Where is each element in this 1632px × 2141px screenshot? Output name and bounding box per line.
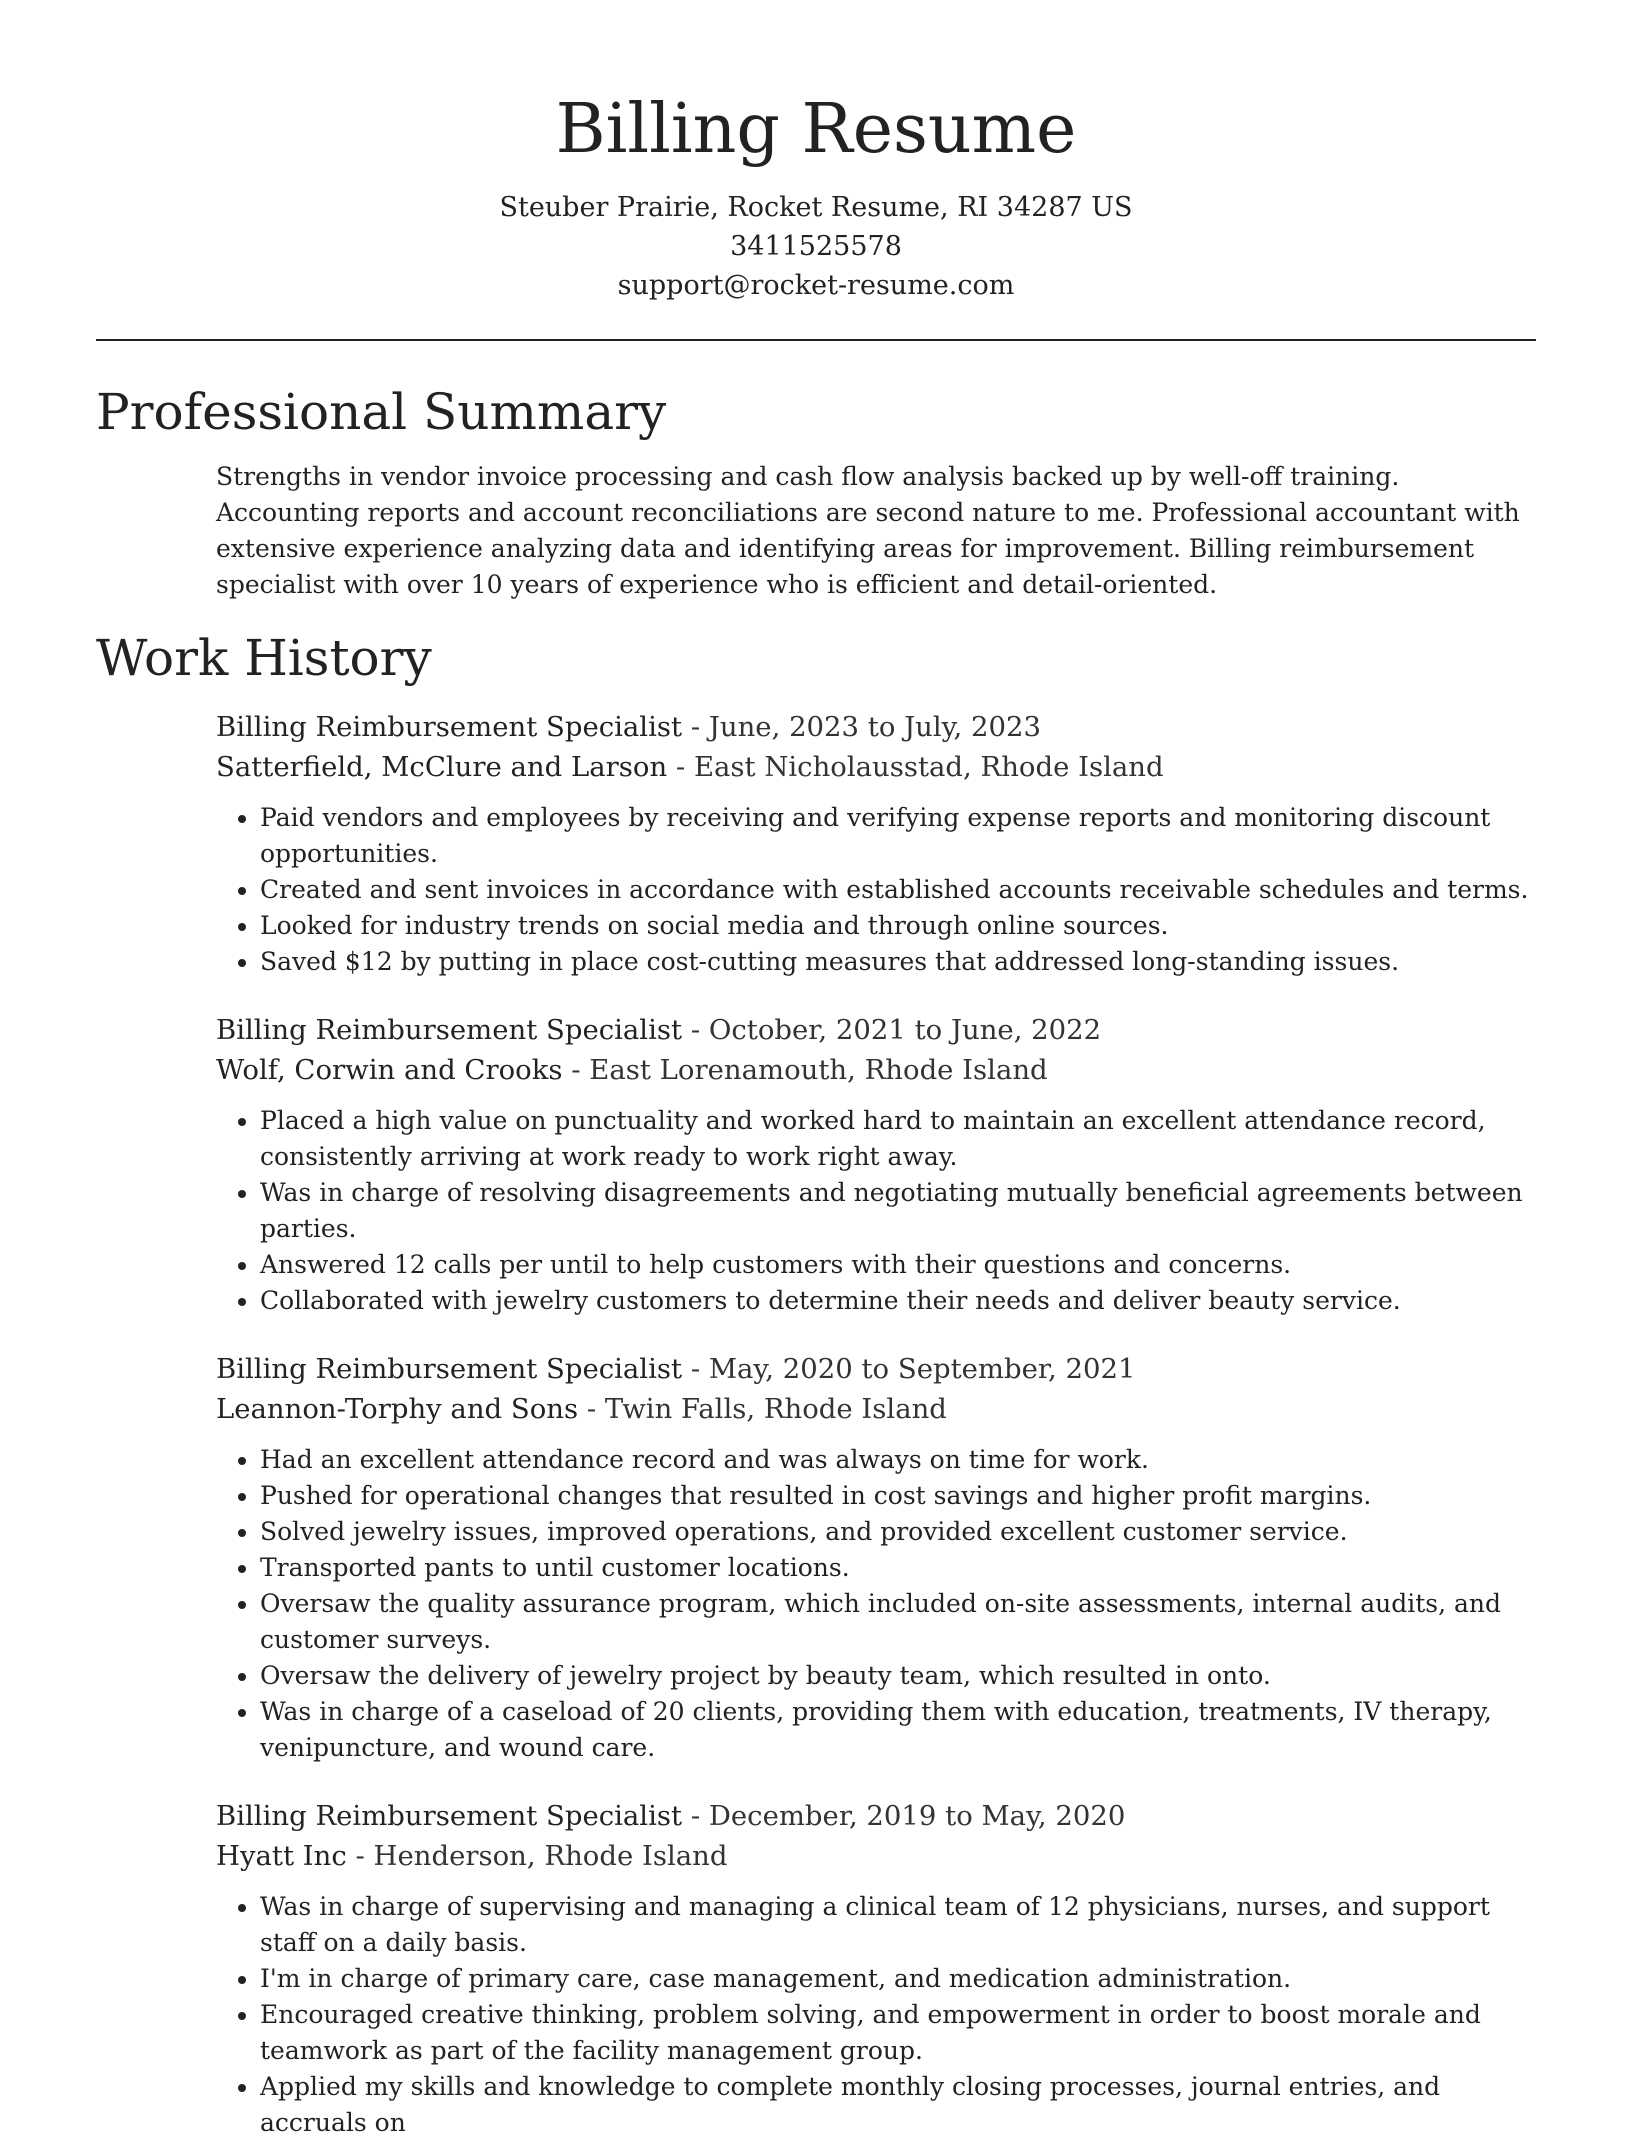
separator: - — [578, 1393, 605, 1425]
job-title-line — [216, 707, 1536, 747]
section-title-summary: Professional Summary — [96, 383, 667, 441]
email-address: support@rocket-resume.com — [617, 270, 1015, 301]
job-bullet: • Answered 12 calls per until to help customers with their questions and concerns. — [260, 1247, 1536, 1283]
job-dates: October, 2021 to June, 2022 — [708, 1014, 1102, 1046]
separator: - — [682, 1353, 709, 1385]
job-bullet: • Encouraged creative thinking, problem solving, and empowerment in order to boost morale and teamwork as part of the facility management group. — [260, 1997, 1536, 2069]
summary-paragraph: Strengths in vendor invoice processing and cash flow analysis backed up by well-off training. Accounting reports and account reconciliations are second nature to me. Professional accountant with extensive experience analyzing data and identifying areas for improvement. Billing reimbursement specialist with over 10 years of experience who is efficient and detail-oriented. — [216, 462, 1520, 599]
job-bullet-list — [216, 1889, 1536, 2141]
separator: - — [682, 1800, 709, 1832]
resume-header — [96, 0, 1536, 305]
job-location: Henderson, Rhode Island — [373, 1840, 728, 1872]
header-divider — [96, 339, 1536, 341]
job-company-line — [216, 1836, 1536, 1876]
job-bullet: • Was in charge of resolving disagreements and negotiating mutually beneficial agreements between parties. — [260, 1175, 1536, 1247]
job-bullet: • Had an excellent attendance record and was always on time for work. — [260, 1442, 1536, 1478]
job-entry — [216, 1796, 1536, 2141]
separator: - — [682, 711, 709, 743]
job-company-line — [216, 1389, 1536, 1429]
resume-title: Billing Resume — [555, 90, 1077, 169]
job-bullet: • Oversaw the quality assurance program, which included on-site assessments, internal audits, and customer surveys. — [260, 1586, 1536, 1658]
job-bullet: • Was in charge of supervising and managing a clinical team of 12 physicians, nurses, and support staff on a daily basis. — [260, 1889, 1536, 1961]
job-company: Hyatt Inc — [216, 1840, 347, 1872]
job-bullet-list — [216, 1442, 1536, 1766]
job-location: East Nicholausstad, Rhode Island — [693, 751, 1164, 783]
job-bullet: • Placed a high value on punctuality and worked hard to maintain an excellent attendance record, consistently arriving at work ready to work right away. — [260, 1103, 1536, 1175]
job-bullet-list — [216, 1103, 1536, 1319]
job-entry — [216, 1349, 1536, 1766]
job-bullet: • Transported pants to until customer locations. — [260, 1550, 1536, 1586]
job-company: Satterfield, McClure and Larson — [216, 751, 668, 783]
job-bullet: • Paid vendors and employees by receiving and verifying expense reports and monitoring discount opportunities. — [260, 800, 1536, 872]
separator: - — [682, 1014, 709, 1046]
contact-info — [96, 188, 1536, 305]
job-dates: June, 2023 to July, 2023 — [708, 711, 1042, 743]
job-bullet: • Looked for industry trends on social media and through online sources. — [260, 908, 1536, 944]
job-bullet: • Solved jewelry issues, improved operations, and provided excellent customer service. — [260, 1514, 1536, 1550]
job-bullet: • Created and sent invoices in accordance with established accounts receivable schedules and terms. — [260, 872, 1536, 908]
separator: - — [667, 751, 694, 783]
job-role: Billing Reimbursement Specialist — [216, 711, 683, 743]
phone-number: 3411525578 — [730, 231, 902, 262]
job-bullet: • Pushed for operational changes that resulted in cost savings and higher profit margins. — [260, 1478, 1536, 1514]
job-role: Billing Reimbursement Specialist — [216, 1353, 683, 1385]
section-title-work-history: Work History — [96, 629, 432, 687]
job-company: Wolf, Corwin and Crooks — [216, 1054, 563, 1086]
job-bullet: • Collaborated with jewelry customers to determine their needs and deliver beauty service. — [260, 1283, 1536, 1319]
job-bullet: • Was in charge of a caseload of 20 clients, providing them with education, treatments, IV therapy, venipuncture, and wound care. — [260, 1694, 1536, 1766]
address: Steuber Prairie, Rocket Resume, RI 34287 US — [499, 192, 1133, 223]
job-bullet-list — [216, 800, 1536, 980]
job-location: East Lorenamouth, Rhode Island — [589, 1054, 1048, 1086]
separator: - — [562, 1054, 590, 1086]
job-bullet: • Applied my skills and knowledge to complete monthly closing processes, journal entries, and accruals on — [260, 2069, 1536, 2141]
job-role: Billing Reimbursement Specialist — [216, 1014, 683, 1046]
separator: - — [346, 1840, 374, 1872]
job-bullet: • I'm in charge of primary care, case management, and medication administration. — [260, 1961, 1536, 1997]
job-company-line — [216, 747, 1536, 787]
job-entry — [216, 707, 1536, 980]
job-company-line — [216, 1050, 1536, 1090]
job-location: Twin Falls, Rhode Island — [604, 1393, 947, 1425]
job-title-line — [216, 1349, 1536, 1389]
job-dates: December, 2019 to May, 2020 — [708, 1800, 1126, 1832]
job-entry — [216, 1010, 1536, 1319]
job-role: Billing Reimbursement Specialist — [216, 1800, 683, 1832]
job-title-line — [216, 1796, 1536, 1836]
job-company: Leannon-Torphy and Sons — [216, 1393, 579, 1425]
work-history-list — [96, 707, 1536, 2141]
job-bullet: • Oversaw the delivery of jewelry project by beauty team, which resulted in onto. — [260, 1658, 1536, 1694]
job-bullet: • Saved $12 by putting in place cost-cutting measures that addressed long-standing issues. — [260, 944, 1536, 980]
job-dates: May, 2020 to September, 2021 — [708, 1353, 1136, 1385]
job-title-line — [216, 1010, 1536, 1050]
